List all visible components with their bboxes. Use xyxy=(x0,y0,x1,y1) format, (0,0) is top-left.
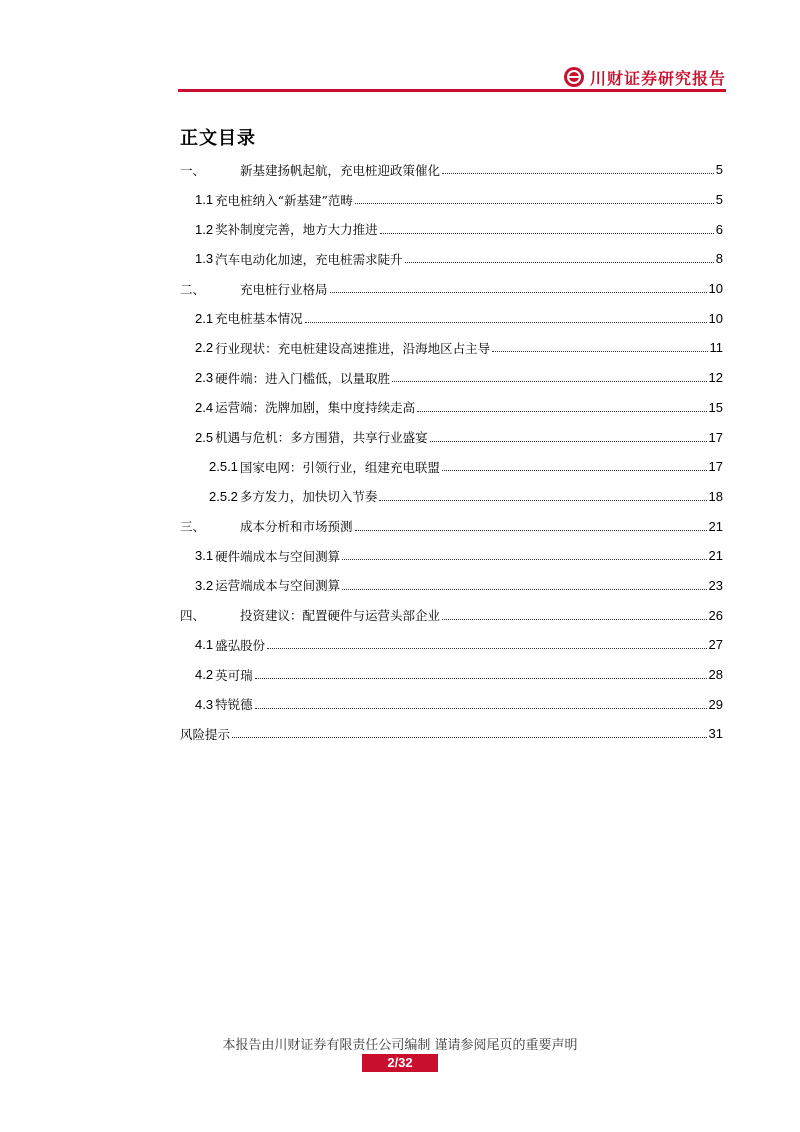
toc-entry-number: 2.3 xyxy=(195,370,214,386)
toc-entry[interactable] xyxy=(180,422,723,452)
toc-entry-page: 17 xyxy=(708,429,723,445)
toc-entry-number: 4.3 xyxy=(195,696,214,712)
toc-leader-dots xyxy=(442,173,714,174)
toc-leader-dots xyxy=(255,708,707,709)
toc-entry-title: 运营端：洗牌加剧，集中度持续走高 xyxy=(215,400,416,416)
header-rule xyxy=(178,89,726,92)
toc-entry-title: 风险提示 xyxy=(180,726,231,742)
toc-entry-number: 一、 xyxy=(180,162,206,178)
chuancai-logo-icon xyxy=(564,67,584,87)
toc-entry[interactable] xyxy=(180,660,723,690)
toc-title: 正文目录 xyxy=(180,128,256,149)
toc-entry-number: 3.1 xyxy=(195,548,214,564)
toc-entry[interactable] xyxy=(180,511,723,541)
toc-leader-dots xyxy=(442,619,707,620)
toc-entry-number: 2.2 xyxy=(195,340,214,356)
toc-entry-number: 1.3 xyxy=(195,251,214,267)
toc-entry-title: 国家电网：引领行业，组建充电联盟 xyxy=(239,459,440,475)
toc-entry-title: 奖补制度完善，地方大力推进 xyxy=(215,222,378,238)
toc-entry-number: 2.5 xyxy=(195,429,214,445)
toc-entry[interactable] xyxy=(180,689,723,719)
toc-leader-dots xyxy=(405,262,714,263)
toc-entry-page: 5 xyxy=(715,192,723,208)
toc-entry-title: 充电桩行业格局 xyxy=(240,281,328,297)
toc-entry-number: 四、 xyxy=(180,608,206,624)
toc-leader-dots xyxy=(255,678,707,679)
toc-entry-title: 运营端成本与空间测算 xyxy=(215,578,341,594)
toc-entry-page: 18 xyxy=(708,488,723,504)
page-header xyxy=(178,62,726,92)
toc-entry-page: 29 xyxy=(708,696,723,712)
toc-entry-page: 21 xyxy=(708,518,723,534)
toc-entry-title: 硬件端成本与空间测算 xyxy=(215,548,341,564)
toc-entry-number: 1.1 xyxy=(195,192,214,208)
toc-leader-dots xyxy=(330,292,707,293)
toc-entry[interactable] xyxy=(180,719,723,749)
toc-entry-number: 2.5.1 xyxy=(209,459,238,475)
toc-entry-number: 4.2 xyxy=(195,667,214,683)
toc-leader-dots xyxy=(392,381,706,382)
toc-entry-page: 31 xyxy=(708,726,723,742)
toc-entry[interactable] xyxy=(180,185,723,215)
toc-entry-number: 三、 xyxy=(180,519,206,535)
brand xyxy=(564,66,726,88)
toc-entry[interactable] xyxy=(180,600,723,630)
toc-leader-dots xyxy=(492,351,707,352)
toc-entry[interactable] xyxy=(180,482,723,512)
toc-entry-title: 汽车电动化加速，充电桩需求陡升 xyxy=(215,251,403,267)
toc-entry-title: 新基建扬帆起航，充电桩迎政策催化 xyxy=(240,162,441,178)
toc-leader-dots xyxy=(430,441,707,442)
toc-entry[interactable] xyxy=(180,452,723,482)
toc-entry[interactable] xyxy=(180,571,723,601)
toc-entry[interactable] xyxy=(180,363,723,393)
toc-entry[interactable] xyxy=(180,274,723,304)
toc-entry-title: 英可瑞 xyxy=(215,667,253,683)
toc-leader-dots xyxy=(342,559,706,560)
toc-entry-page: 10 xyxy=(708,281,723,297)
toc-entry-title: 成本分析和市场预测 xyxy=(240,519,353,535)
toc-leader-dots xyxy=(232,737,707,738)
toc-entry-title: 硬件端：进入门槛低，以量取胜 xyxy=(215,370,391,386)
table-of-contents xyxy=(180,155,723,749)
toc-entry-title: 多方发力，加快切入节奏 xyxy=(239,489,378,505)
toc-leader-dots xyxy=(417,411,706,412)
toc-entry-number: 2.1 xyxy=(195,310,214,326)
brand-name: 川财证券研究报告 xyxy=(589,68,726,88)
toc-entry-title: 行业现状：充电桩建设高速推进，沿海地区占主导 xyxy=(215,340,491,356)
toc-leader-dots xyxy=(355,530,707,531)
toc-entry-page: 6 xyxy=(715,221,723,237)
footer-disclaimer: 本报告由川财证券有限责任公司编制 谨请参阅尾页的重要声明 xyxy=(222,1038,578,1053)
toc-entry-page: 27 xyxy=(708,637,723,653)
toc-entry-number: 3.2 xyxy=(195,577,214,593)
toc-entry-page: 8 xyxy=(715,251,723,267)
toc-entry[interactable] xyxy=(180,333,723,363)
toc-entry-page: 15 xyxy=(708,399,723,415)
page-number-badge: 2/32 xyxy=(362,1054,438,1072)
toc-entry-number: 二、 xyxy=(180,281,206,297)
toc-entry-title: 特锐德 xyxy=(215,697,253,713)
toc-entry-page: 23 xyxy=(708,577,723,593)
toc-entry-number: 2.5.2 xyxy=(209,488,238,504)
toc-entry-page: 5 xyxy=(715,162,723,178)
toc-entry[interactable] xyxy=(180,630,723,660)
toc-entry[interactable] xyxy=(180,541,723,571)
toc-entry-page: 11 xyxy=(709,340,723,356)
toc-entry[interactable] xyxy=(180,303,723,333)
toc-entry[interactable] xyxy=(180,244,723,274)
toc-entry-page: 12 xyxy=(708,370,723,386)
toc-entry-page: 26 xyxy=(708,607,723,623)
toc-entry-page: 28 xyxy=(708,667,723,683)
toc-leader-dots xyxy=(342,589,706,590)
toc-entry[interactable] xyxy=(180,393,723,423)
toc-entry-number: 4.1 xyxy=(195,637,214,653)
toc-entry-title: 机遇与危机：多方围猎，共享行业盛宴 xyxy=(215,430,428,446)
toc-leader-dots xyxy=(355,203,714,204)
toc-entry-page: 21 xyxy=(708,548,723,564)
toc-entry-number: 2.4 xyxy=(195,399,214,415)
toc-entry-page: 10 xyxy=(708,310,723,326)
toc-leader-dots xyxy=(379,500,706,501)
toc-entry[interactable] xyxy=(180,214,723,244)
toc-leader-dots xyxy=(380,233,714,234)
toc-leader-dots xyxy=(305,322,707,323)
toc-entry-title: 投资建议：配置硬件与运营头部企业 xyxy=(240,608,441,624)
toc-entry-title: 充电桩纳入“新基建”范畴 xyxy=(215,192,353,208)
toc-entry-title: 充电桩基本情况 xyxy=(215,311,303,327)
toc-leader-dots xyxy=(267,648,706,649)
toc-entry-number: 1.2 xyxy=(195,221,214,237)
toc-entry-title: 盛弘股份 xyxy=(215,637,266,653)
toc-leader-dots xyxy=(442,470,707,471)
toc-entry[interactable] xyxy=(180,155,723,185)
toc-entry-page: 17 xyxy=(708,459,723,475)
